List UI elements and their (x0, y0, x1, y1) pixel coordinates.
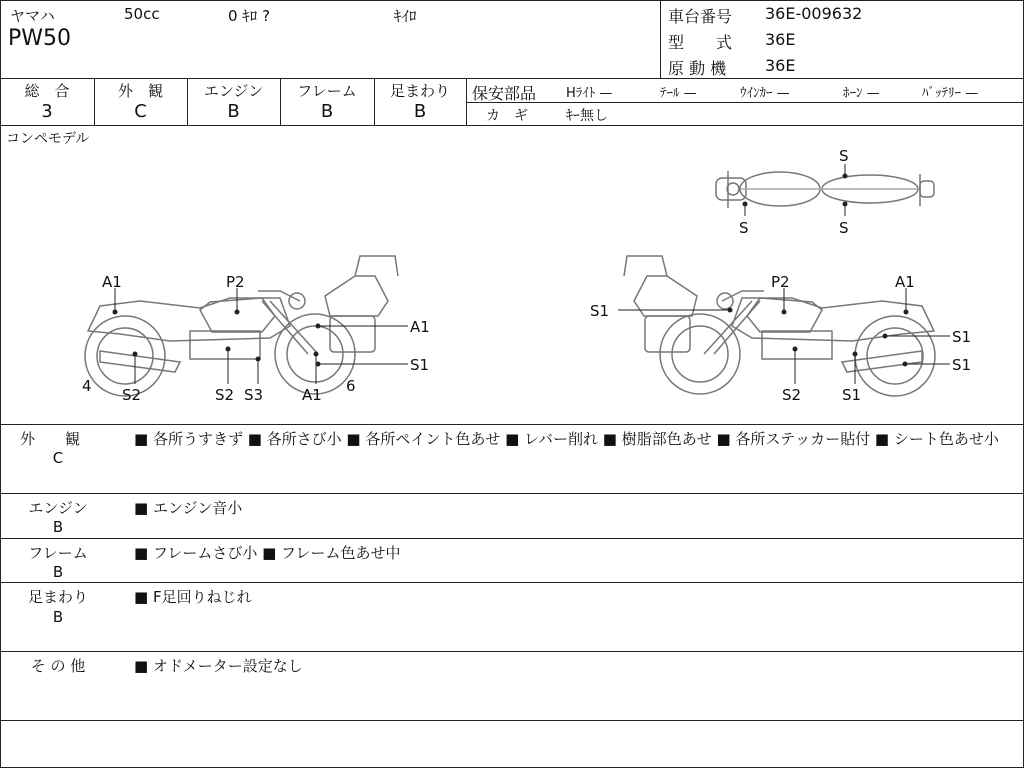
note-text-engine: ■ エンジン音小 (134, 499, 243, 517)
overall-label: 総 合 (24, 82, 70, 100)
mark-right-1: S1 (590, 302, 610, 320)
mark-left-9: A1 (302, 386, 322, 404)
displacement: 50cc (124, 5, 160, 23)
note-label-other: そ の 他 (30, 657, 86, 675)
suspension-grade: B (413, 101, 427, 122)
type-label: 型 式 (668, 33, 733, 52)
engine-grade-label: エンジン (203, 82, 264, 100)
note-label-engine: エンジン (28, 499, 88, 517)
safety-divider (466, 102, 1023, 103)
safety-tail: ﾃｰﾙ — (660, 86, 697, 101)
note-text-frame: ■ フレームさび小 ■ フレーム色あせ中 (134, 544, 401, 562)
notes-bottom (0, 720, 1023, 721)
mark-left-5: 4 (82, 377, 92, 395)
safety-winker: ｳｲﾝｶｰ — (740, 86, 790, 101)
bike-top-view (716, 171, 934, 208)
mark-left-2: P2 (226, 273, 245, 291)
mark-right-6: S2 (782, 386, 802, 404)
engine-label: 原 動 機 (668, 59, 727, 78)
note-text-suspension: ■ F足回りねじれ (134, 588, 252, 606)
safety-battery: ﾊﾞｯﾃﾘｰ — (922, 86, 979, 101)
note-label-exterior: 外 観 (19, 430, 80, 448)
safety-headlight: Hﾗｲﾄ — (566, 86, 613, 101)
mileage: 0 ｷﾛ ? (228, 7, 271, 25)
note-label-frame: フレーム (28, 544, 88, 562)
mark-right-7: S1 (842, 386, 862, 404)
key-status: ｷｰ無し (566, 108, 608, 124)
exterior-label: 外 観 (117, 82, 163, 100)
category-label: コンペモデル (6, 131, 90, 147)
mark-left-1: A1 (102, 273, 122, 291)
note-grade-frame: B (52, 563, 64, 581)
mark-right-3: A1 (895, 273, 915, 291)
header-divider (660, 0, 661, 78)
notes-divider (0, 582, 1023, 583)
mark-left-8: S3 (244, 386, 264, 404)
notes-divider (0, 538, 1023, 539)
grade-row-top (0, 78, 1023, 79)
damage-diagram (0, 126, 1022, 424)
safety-horn: ﾎｰﾝ — (843, 86, 880, 101)
damage-points (113, 174, 909, 367)
color: ｷｲﾛ (394, 7, 417, 25)
suspension-grade-label: 足まわり (389, 82, 450, 100)
note-grade-suspension: B (52, 608, 64, 626)
mark-right-4: S1 (952, 328, 972, 346)
frame-no: 36E-009632 (765, 4, 863, 23)
notes-top (0, 424, 1023, 425)
mark-left-7: S2 (215, 386, 235, 404)
notes-divider (0, 493, 1023, 494)
note-label-suspension: 足まわり (27, 588, 88, 606)
frame-no-label: 車台番号 (668, 7, 733, 26)
note-grade-exterior: C (52, 449, 64, 467)
maker: ヤマハ (10, 7, 55, 25)
mark-left-10: 6 (346, 377, 356, 395)
mark-top-1: S (839, 147, 849, 165)
note-text-exterior: ■ 各所うすきず ■ 各所さび小 ■ 各所ペイント色あせ ■ レバー削れ ■ 樹脂部色あせ ■ 各所ステッカー貼付 ■ シート色あせ小 (134, 430, 999, 448)
type-value: 36E (765, 30, 796, 49)
overall-grade: 3 (41, 101, 53, 122)
mark-left-6: S2 (122, 386, 142, 404)
mark-top-3: S (839, 219, 849, 237)
note-grade-engine: B (52, 518, 64, 536)
key-label: カ ギ (486, 108, 528, 124)
model-name: PW50 (8, 26, 72, 51)
note-text-other: ■ オドメーター設定なし (134, 657, 303, 675)
mark-right-5: S1 (952, 356, 972, 374)
notes-divider (0, 651, 1023, 652)
mark-top-2: S (739, 219, 749, 237)
mark-left-4: S1 (410, 356, 430, 374)
exterior-grade: C (134, 101, 147, 122)
frame-grade: B (320, 101, 334, 122)
safety-label: 保安部品 (472, 84, 537, 103)
frame-grade-label: フレーム (297, 82, 357, 100)
engine-value: 36E (765, 56, 796, 75)
mark-left-3: A1 (410, 318, 430, 336)
mark-right-2: P2 (771, 273, 790, 291)
engine-grade: B (227, 101, 240, 122)
